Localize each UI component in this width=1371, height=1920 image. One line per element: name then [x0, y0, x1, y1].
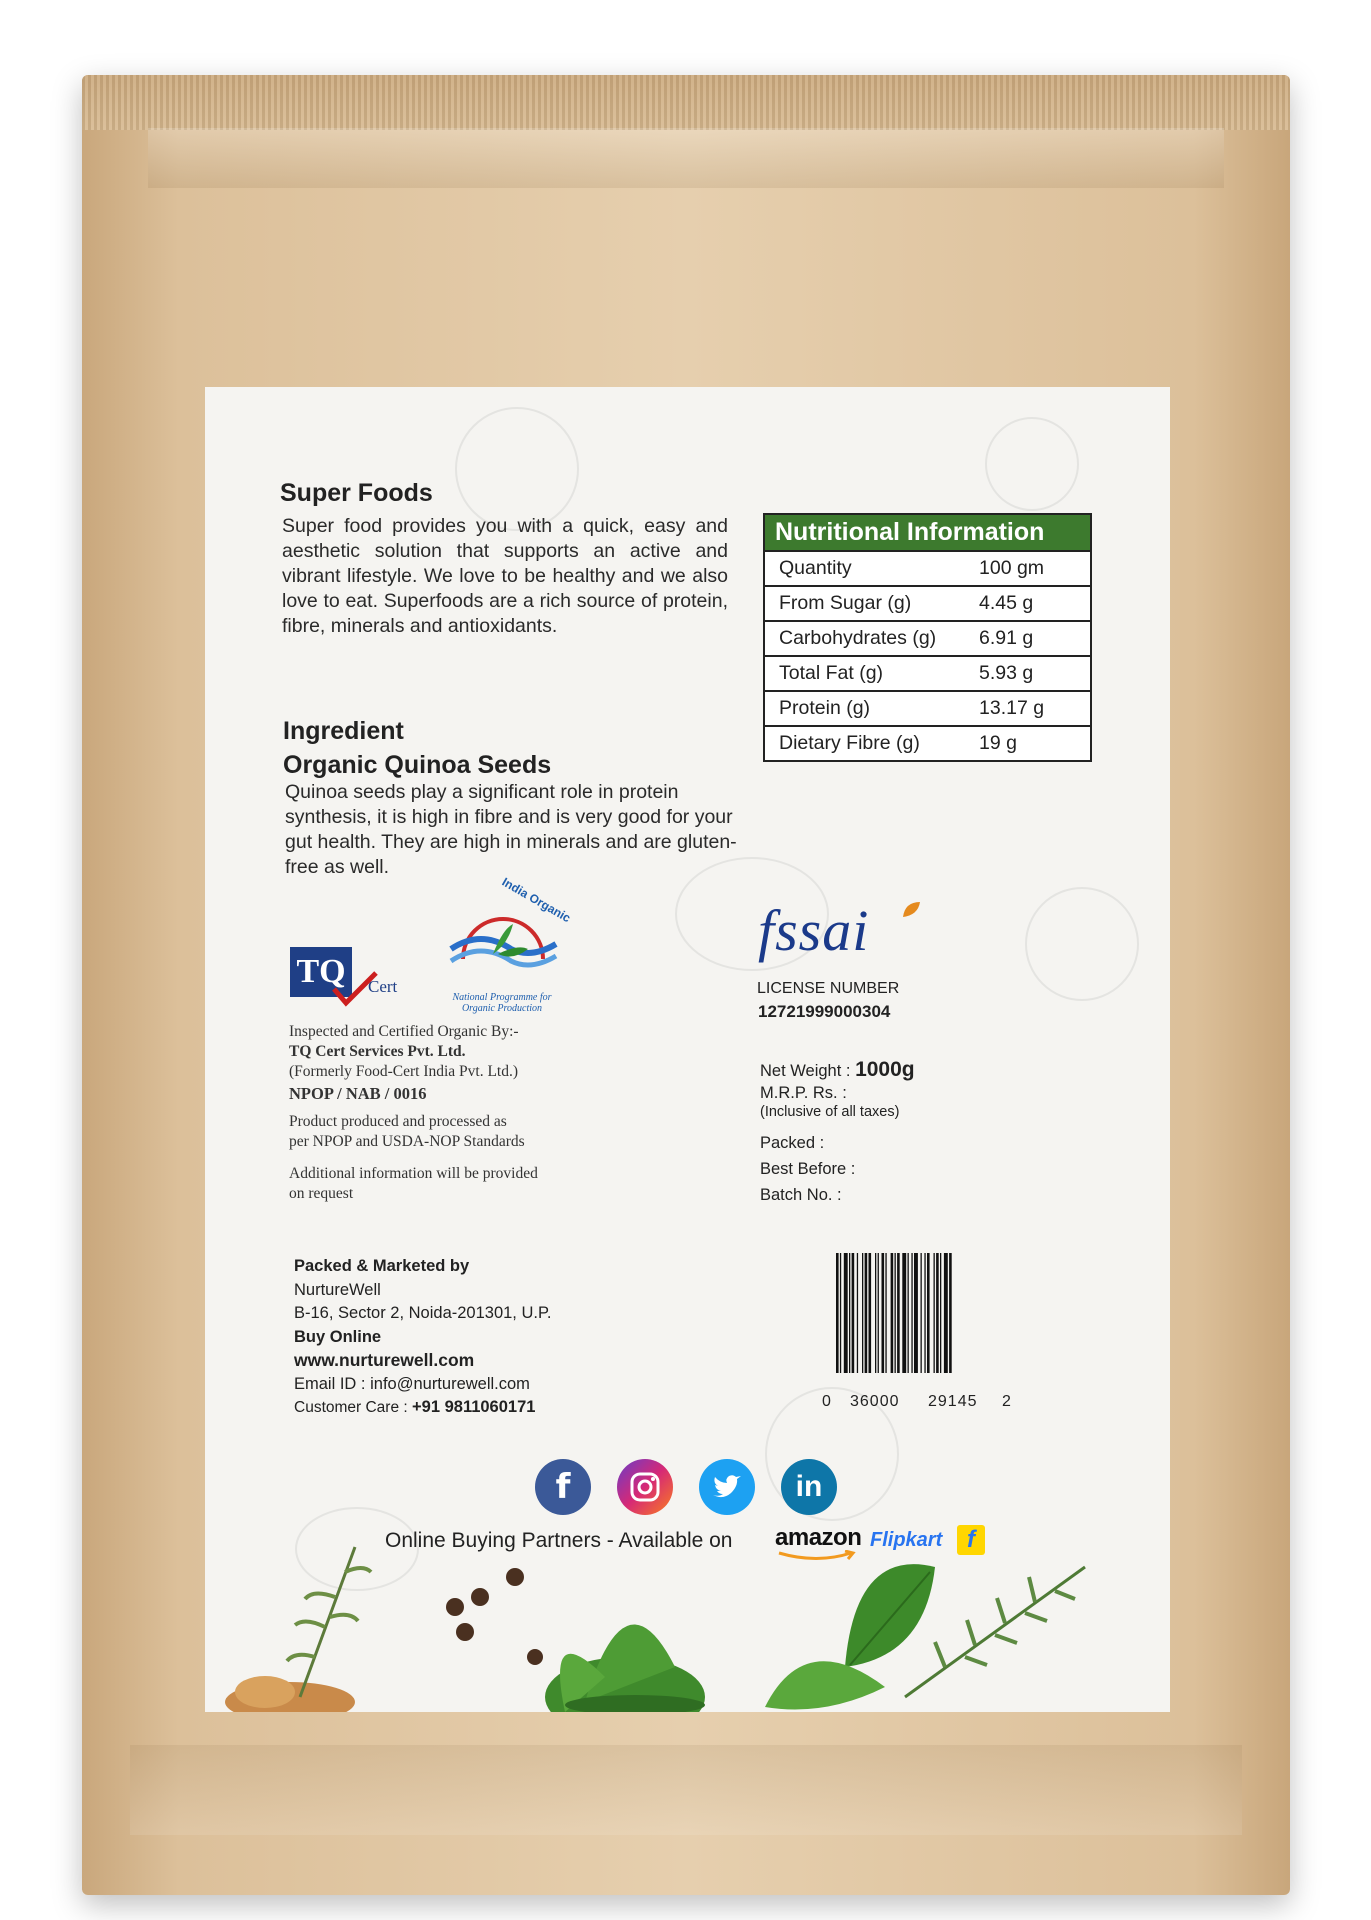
cert-line: per NPOP and USDA-NOP Standards	[289, 1133, 525, 1150]
flipkart-badge-icon: f	[957, 1525, 985, 1555]
nutrient-label: Protein (g)	[779, 697, 871, 719]
doodle-circle	[455, 407, 579, 531]
nutrient-value: 13.17 g	[979, 697, 1045, 719]
amazon-logo[interactable]: amazon	[775, 1524, 862, 1551]
cert-line: TQ Cert Services Pvt. Ltd.	[289, 1043, 466, 1060]
table-row	[765, 725, 1090, 760]
nutrient-label: Carbohydrates (g)	[779, 627, 937, 649]
nutrient-label: Total Fat (g)	[779, 662, 884, 684]
leaf-icon	[900, 899, 922, 921]
email-link[interactable]: info@nurturewell.com	[370, 1374, 530, 1393]
barcode-bar	[902, 1253, 906, 1373]
twitter-glyph	[711, 1473, 743, 1501]
herbs-illustration	[205, 1527, 1170, 1712]
barcode-digit: 29145	[928, 1393, 978, 1410]
net-weight-value: 1000g	[855, 1058, 915, 1081]
license-number: 12721999000304	[758, 1002, 891, 1021]
barcode	[822, 1253, 1011, 1410]
care-label: Customer Care :	[294, 1399, 408, 1416]
website-link[interactable]: www.nurturewell.com	[294, 1350, 475, 1370]
nutrition-table	[763, 513, 1092, 762]
marketer-block	[294, 1255, 551, 1420]
barcode-bar	[944, 1253, 948, 1373]
linkedin-icon[interactable]: in	[781, 1459, 837, 1515]
barcode-bar	[875, 1253, 876, 1373]
barcode-bar	[878, 1253, 879, 1373]
cert-line: Product produced and processed as	[289, 1113, 507, 1130]
flipkart-logo[interactable]: Flipkart	[870, 1529, 943, 1551]
mrp-label: M.R.P. Rs. :	[760, 1084, 847, 1102]
mrp-note: (Inclusive of all taxes)	[760, 1104, 900, 1120]
ingredient-subtitle: Organic Quinoa Seeds	[283, 751, 552, 779]
barcode-bar	[844, 1253, 848, 1373]
cert-line: Inspected and Certified Organic By:-	[289, 1023, 519, 1040]
barcode-digit: 0	[822, 1393, 831, 1410]
partners-text: Online Buying Partners - Available on	[385, 1529, 733, 1552]
npop-caption	[427, 992, 577, 1014]
barcode-bar	[911, 1253, 912, 1373]
barcode-bar	[908, 1253, 909, 1373]
india-organic-emblem	[443, 899, 563, 999]
doodle-circle	[985, 417, 1079, 511]
barcode-bar	[924, 1253, 925, 1373]
india-organic-text: India Organic	[499, 874, 574, 926]
fssai-logo: fssai	[758, 898, 870, 963]
nutrient-value: 4.45 g	[979, 592, 1034, 614]
barcode-bar	[857, 1253, 858, 1373]
doodle-circle	[1025, 887, 1139, 1001]
nutrient-value: 5.93 g	[979, 662, 1034, 684]
license-label: LICENSE NUMBER	[757, 980, 900, 997]
barcode-bars	[836, 1253, 1010, 1373]
care-number: +91 9811060171	[412, 1398, 536, 1416]
barcode-bar	[852, 1253, 855, 1373]
bottom-seal-band	[130, 1745, 1242, 1835]
nutrient-label: Dietary Fibre (g)	[779, 732, 920, 754]
nutrient-label: From Sugar (g)	[779, 592, 912, 614]
net-weight-label: Net Weight :	[760, 1062, 851, 1080]
barcode-bar	[949, 1253, 952, 1373]
table-row	[765, 585, 1090, 620]
barcode-digit: 2	[1002, 1393, 1011, 1410]
twitter-icon[interactable]	[699, 1459, 755, 1515]
ingredient-title: Ingredient	[283, 717, 404, 745]
tq-cert-logo	[290, 947, 405, 1007]
cert-line: Additional information will be provided	[289, 1165, 538, 1182]
cert-line: NPOP / NAB / 0016	[289, 1084, 427, 1103]
instagram-icon[interactable]	[617, 1459, 673, 1515]
instagram-glyph	[629, 1471, 661, 1503]
barcode-bar	[895, 1253, 896, 1373]
product-info	[760, 1059, 915, 1206]
barcode-bar	[862, 1253, 863, 1373]
ingredient-text: Quinoa seeds play a significant role in protein synthesis, it is high in fibre and is very good for your gut health. They are high in minerals and are gluten-free as well.	[285, 781, 737, 878]
batch-label: Batch No. :	[760, 1186, 842, 1204]
nutrient-label: Quantity	[779, 557, 852, 579]
amazon-smile-icon	[777, 1550, 859, 1562]
tq-logo-sub: Cert	[368, 977, 398, 996]
cert-line: (Formerly Food-Cert India Pvt. Ltd.)	[289, 1063, 519, 1080]
barcode-bar	[934, 1253, 935, 1373]
nutrition-title: Nutritional Information	[765, 515, 1090, 550]
barcode-bar	[882, 1253, 885, 1373]
barcode-bar	[897, 1253, 900, 1373]
super-foods-title: Super Foods	[280, 479, 433, 507]
table-row	[765, 550, 1090, 585]
marketer-name: NurtureWell	[294, 1280, 381, 1299]
barcode-bar	[840, 1253, 841, 1373]
barcode-bar	[940, 1253, 941, 1373]
barcode-bar	[836, 1253, 839, 1373]
barcode-digit: 36000	[850, 1393, 900, 1410]
table-row	[765, 690, 1090, 725]
buy-online-label: Buy Online	[294, 1327, 382, 1346]
marketer-address: B-16, Sector 2, Noida-201301, U.P.	[294, 1304, 552, 1322]
cert-line: on request	[289, 1185, 354, 1202]
zip-seal	[82, 75, 1290, 130]
tq-logo-box: TQ	[290, 947, 352, 997]
certification-text	[289, 1022, 538, 1204]
email-label: Email ID :	[294, 1374, 366, 1393]
barcode-bar	[927, 1253, 930, 1373]
table-row	[765, 655, 1090, 690]
npop-caption-line: National Programme for	[452, 992, 552, 1003]
best-before-label: Best Before :	[760, 1160, 856, 1178]
barcode-bar	[885, 1253, 886, 1373]
barcode-bar	[849, 1253, 850, 1373]
barcode-bar	[936, 1253, 939, 1373]
facebook-icon[interactable]: f	[535, 1459, 591, 1515]
barcode-bar	[921, 1253, 922, 1373]
npop-caption-line: Organic Production	[461, 1003, 543, 1014]
barcode-bar	[869, 1253, 872, 1373]
top-seal-band	[148, 128, 1224, 188]
table-row	[765, 620, 1090, 655]
barcode-bar	[891, 1253, 894, 1373]
marketer-heading: Packed & Marketed by	[294, 1257, 470, 1275]
barcode-bar	[914, 1253, 918, 1373]
barcode-bar	[865, 1253, 868, 1373]
packed-label: Packed :	[760, 1134, 825, 1152]
nutrient-value: 19 g	[979, 732, 1017, 754]
nutrient-value: 100 gm	[979, 557, 1045, 579]
super-foods-text: Super food provides you with a quick, easy and aesthetic solution that supports an active and vibrant lifestyle. We love to be healthy and we also love to eat. Superfoods are a rich source of protein, fibre, minerals and antioxidants.	[282, 515, 728, 637]
nutrient-value: 6.91 g	[979, 627, 1034, 649]
